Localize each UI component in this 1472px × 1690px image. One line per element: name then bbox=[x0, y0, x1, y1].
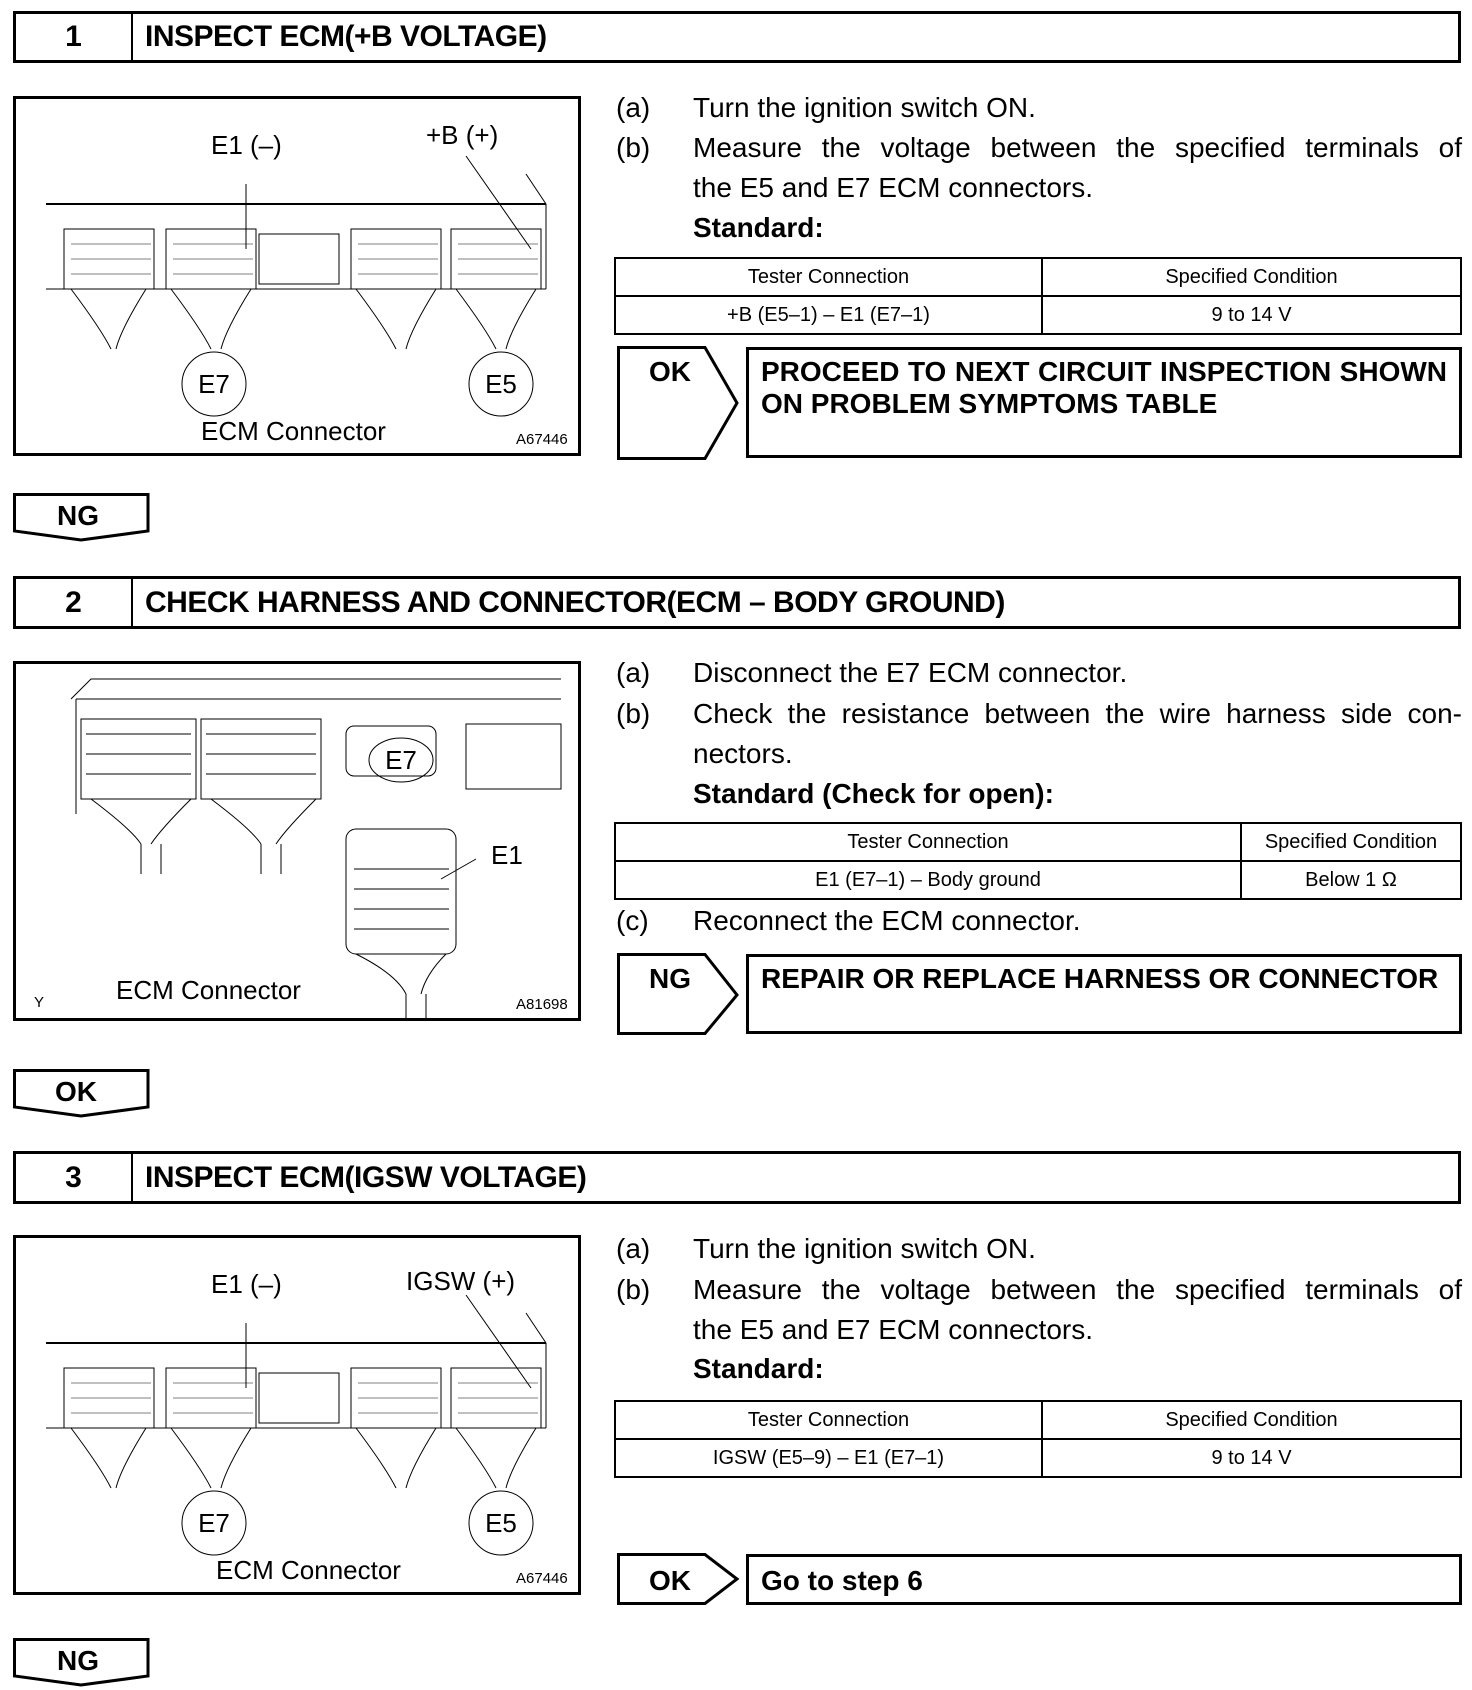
flow-tag-label: OK bbox=[55, 1076, 97, 1107]
ok-result-tag bbox=[617, 346, 741, 460]
igsw-terminal-label: IGSW (+) bbox=[406, 1266, 516, 1296]
table-row bbox=[615, 861, 1461, 899]
table-header: Specified Condition bbox=[1241, 823, 1461, 861]
e1-terminal-label: E1 (–) bbox=[211, 1269, 282, 1299]
b-terminal-label: +B (+) bbox=[426, 120, 499, 150]
ecm-connector-diagram bbox=[16, 664, 578, 1018]
table-header: Tester Connection bbox=[615, 258, 1042, 296]
standard-label: Standard: bbox=[693, 212, 824, 243]
e7-connector-label: E7 bbox=[198, 369, 230, 399]
instruction-text: the E5 and E7 ECM connectors. bbox=[693, 172, 1093, 203]
instruction-text: Turn the ignition switch ON. bbox=[693, 92, 1036, 123]
standard-label: Standard (Check for open): bbox=[693, 778, 1054, 809]
step-1-header bbox=[13, 11, 1461, 63]
table-row bbox=[615, 296, 1461, 334]
ng-flow-tag bbox=[13, 493, 151, 543]
instruction-mark: (b) bbox=[616, 132, 651, 163]
step-3-header bbox=[13, 1151, 1461, 1204]
flow-tag-label: NG bbox=[57, 1645, 99, 1676]
result-tag-label: OK bbox=[649, 1565, 691, 1596]
figure-caption: ECM Connector bbox=[216, 1555, 401, 1585]
ecm-connector-figure-1 bbox=[13, 96, 581, 456]
instruction-text: Reconnect the ECM connector. bbox=[693, 905, 1081, 936]
figure-caption: ECM Connector bbox=[201, 416, 386, 446]
ecm-connector-diagram bbox=[16, 99, 578, 453]
result-tag-label: NG bbox=[649, 963, 691, 994]
figure-code: A67446 bbox=[516, 1570, 568, 1587]
instruction-text: nectors. bbox=[693, 738, 793, 769]
instruction-text: Measure the voltage between the specified terminals of bbox=[693, 132, 1462, 163]
result-box: Go to step 6 bbox=[746, 1554, 1462, 1605]
result-box: REPAIR OR REPLACE HARNESS OR CONNECTOR bbox=[746, 954, 1462, 1034]
standard-table bbox=[614, 257, 1462, 335]
figure-corner-mark: Y bbox=[34, 994, 45, 1011]
flow-tag-label: NG bbox=[57, 500, 99, 531]
ecm-connector-figure-2 bbox=[13, 661, 581, 1021]
ok-flow-tag bbox=[13, 1069, 151, 1119]
result-box: PROCEED TO NEXT CIRCUIT INSPECTION SHOWN ON PROBLEM SYMPTOMS TABLE bbox=[746, 347, 1462, 458]
ecm-connector-figure-3 bbox=[13, 1235, 581, 1595]
table-cell: 9 to 14 V bbox=[1042, 1439, 1461, 1477]
instruction-mark: (a) bbox=[616, 657, 651, 688]
instruction-text: Check the resistance between the wire harness side con- bbox=[693, 698, 1462, 729]
ng-result-tag bbox=[617, 953, 741, 1037]
instruction-text: the E5 and E7 ECM connectors. bbox=[693, 1314, 1093, 1345]
table-cell: 9 to 14 V bbox=[1042, 296, 1461, 334]
table-cell: IGSW (E5–9) – E1 (E7–1) bbox=[615, 1439, 1042, 1477]
step-title: INSPECT ECM(IGSW VOLTAGE) bbox=[145, 1160, 587, 1194]
step-number: 2 bbox=[16, 579, 133, 626]
ng-flow-tag bbox=[13, 1638, 151, 1688]
ecm-connector-diagram bbox=[16, 1238, 578, 1592]
step-2-header bbox=[13, 576, 1461, 629]
table-header: Tester Connection bbox=[615, 823, 1241, 861]
instruction-mark: (b) bbox=[616, 1274, 651, 1305]
table-header: Tester Connection bbox=[615, 1401, 1042, 1439]
e7-connector-label: E7 bbox=[198, 1508, 230, 1538]
ok-result-tag bbox=[617, 1553, 741, 1607]
instruction-text: Turn the ignition switch ON. bbox=[693, 1233, 1036, 1264]
table-cell: E1 (E7–1) – Body ground bbox=[615, 861, 1241, 899]
e1-terminal-label: E1 bbox=[491, 840, 523, 870]
figure-caption: ECM Connector bbox=[116, 975, 301, 1005]
e7-connector-label: E7 bbox=[385, 745, 417, 775]
instruction-mark: (b) bbox=[616, 698, 651, 729]
instruction-text: Measure the voltage between the specified terminals of bbox=[693, 1274, 1462, 1305]
instruction-mark: (a) bbox=[616, 92, 651, 123]
instruction-text: Disconnect the E7 ECM connector. bbox=[693, 657, 1128, 688]
result-tag-label: OK bbox=[649, 356, 691, 387]
table-header: Specified Condition bbox=[1042, 1401, 1461, 1439]
table-header: Specified Condition bbox=[1042, 258, 1461, 296]
step-number: 1 bbox=[16, 14, 133, 60]
figure-code: A67446 bbox=[516, 431, 568, 448]
table-row bbox=[615, 1439, 1461, 1477]
step-number: 3 bbox=[16, 1154, 133, 1201]
step-title: INSPECT ECM(+B VOLTAGE) bbox=[145, 20, 547, 53]
e5-connector-label: E5 bbox=[485, 369, 517, 399]
standard-table bbox=[614, 1400, 1462, 1478]
figure-code: A81698 bbox=[516, 996, 568, 1013]
standard-table bbox=[614, 822, 1462, 900]
e1-terminal-label: E1 (–) bbox=[211, 130, 282, 160]
instruction-mark: (c) bbox=[616, 905, 649, 936]
e5-connector-label: E5 bbox=[485, 1508, 517, 1538]
instruction-mark: (a) bbox=[616, 1233, 651, 1264]
step-title: CHECK HARNESS AND CONNECTOR(ECM – BODY GROUND) bbox=[145, 585, 1005, 619]
standard-label: Standard: bbox=[693, 1353, 824, 1384]
table-cell: Below 1 Ω bbox=[1241, 861, 1461, 899]
table-cell: +B (E5–1) – E1 (E7–1) bbox=[615, 296, 1042, 334]
